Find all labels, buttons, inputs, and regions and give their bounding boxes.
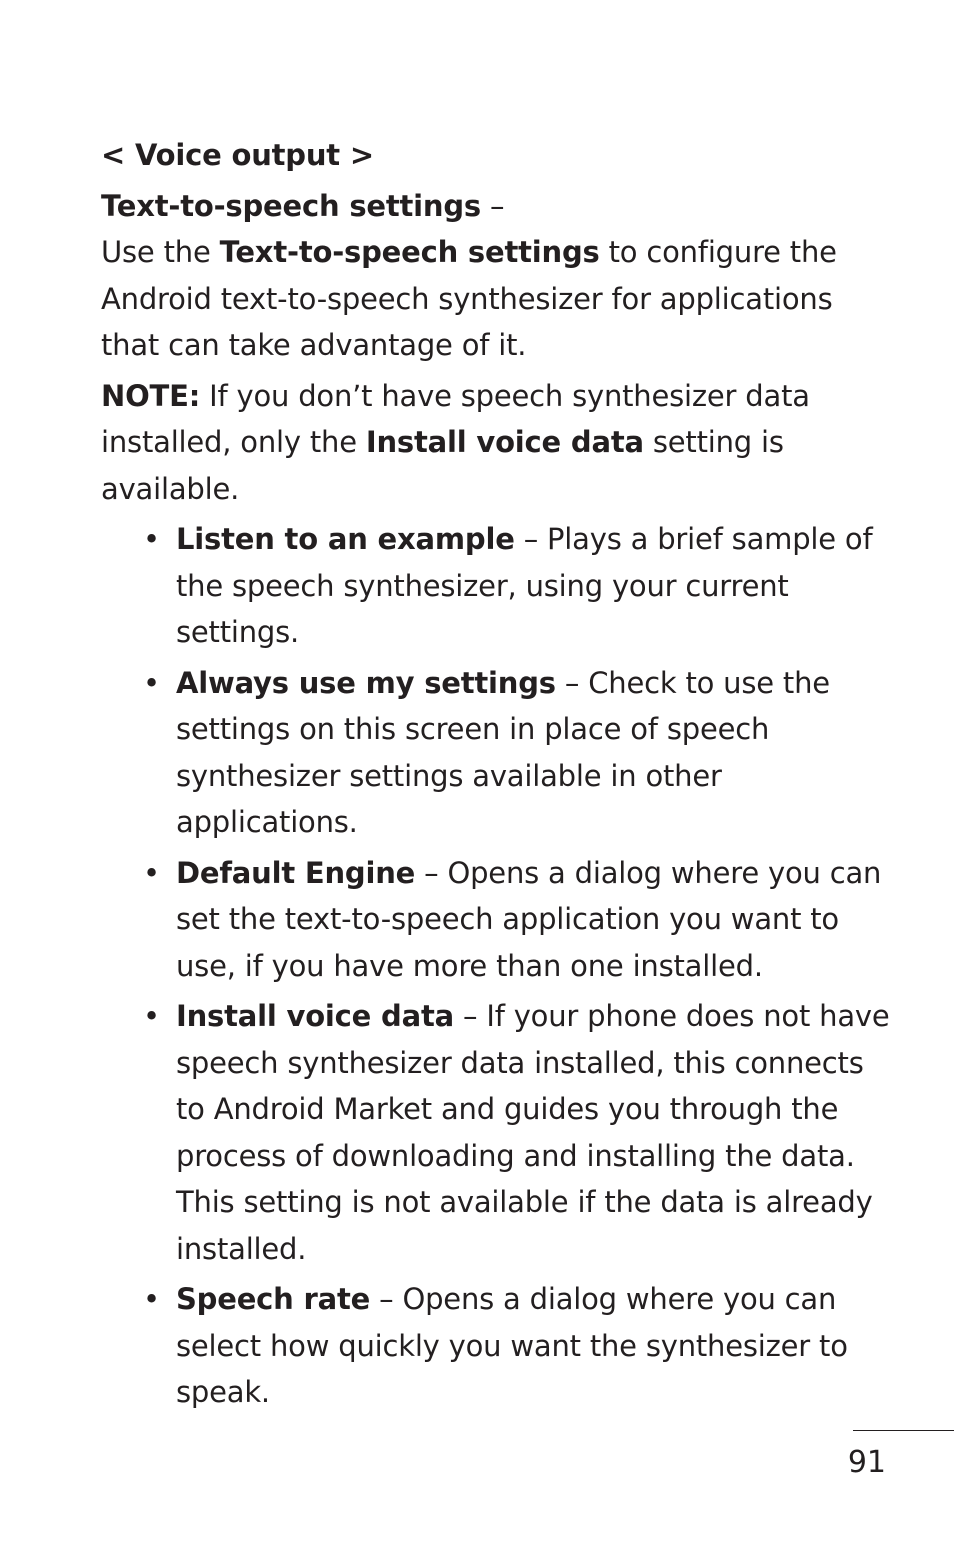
intro-bold: Text-to-speech settings [219, 235, 600, 269]
list-item [101, 516, 891, 656]
item-text: – If your phone does not have speech synthesizer data installed, this connects to Android Market and guides you through the process of downloading and installing the data. This setting is not available if the data is already installed. [176, 999, 890, 1266]
list-item [101, 850, 891, 990]
note-bold: Install voice data [365, 425, 644, 459]
item-text: – Check to use the settings on this screen in place of speech synthesizer settings available in other applications. [176, 665, 830, 839]
bullet-icon: • [143, 1282, 160, 1316]
note-label: NOTE: [101, 378, 201, 413]
footer-rule [853, 1430, 954, 1431]
item-term: Always use my settings [176, 665, 556, 700]
bullet-icon: • [143, 999, 160, 1033]
page-number: 91 [847, 1445, 886, 1480]
subheading [101, 183, 891, 230]
item-text: – Opens a dialog where you can select how quickly you want the synthesizer to speak. [176, 1282, 848, 1409]
item-term: Speech rate [176, 1282, 371, 1316]
bullet-icon: • [143, 665, 160, 700]
list-item [101, 993, 891, 1272]
list-item [101, 660, 891, 846]
item-text: – Opens a dialog where you can set the text-to-speech application you want to use, if you have more than one installed. [176, 855, 882, 983]
settings-list [101, 516, 891, 1416]
section-heading: < Voice output > [101, 138, 374, 172]
page-content [101, 132, 891, 1420]
intro-suffix: to configure the Android text-to-speech synthesizer for applications that can take advantage of it. [101, 235, 837, 362]
note-prefix: If you don’t have speech synthesizer data installed, only the [101, 378, 810, 459]
item-term: Listen to an example [176, 522, 515, 556]
list-item [101, 1276, 891, 1416]
intro-paragraph [101, 229, 891, 369]
item-text: – Plays a brief sample of the speech synthesizer, using your current settings. [176, 522, 873, 649]
bullet-icon: • [143, 855, 160, 890]
subheading-title: Text-to-speech settings [101, 188, 481, 223]
item-term: Install voice data [176, 999, 454, 1033]
subheading-suffix: – [480, 188, 505, 223]
note-suffix: setting is available. [101, 425, 784, 506]
item-term: Default Engine [176, 855, 416, 890]
bullet-icon: • [143, 522, 160, 556]
intro-prefix: Use the [101, 235, 220, 269]
note-paragraph [101, 373, 891, 513]
